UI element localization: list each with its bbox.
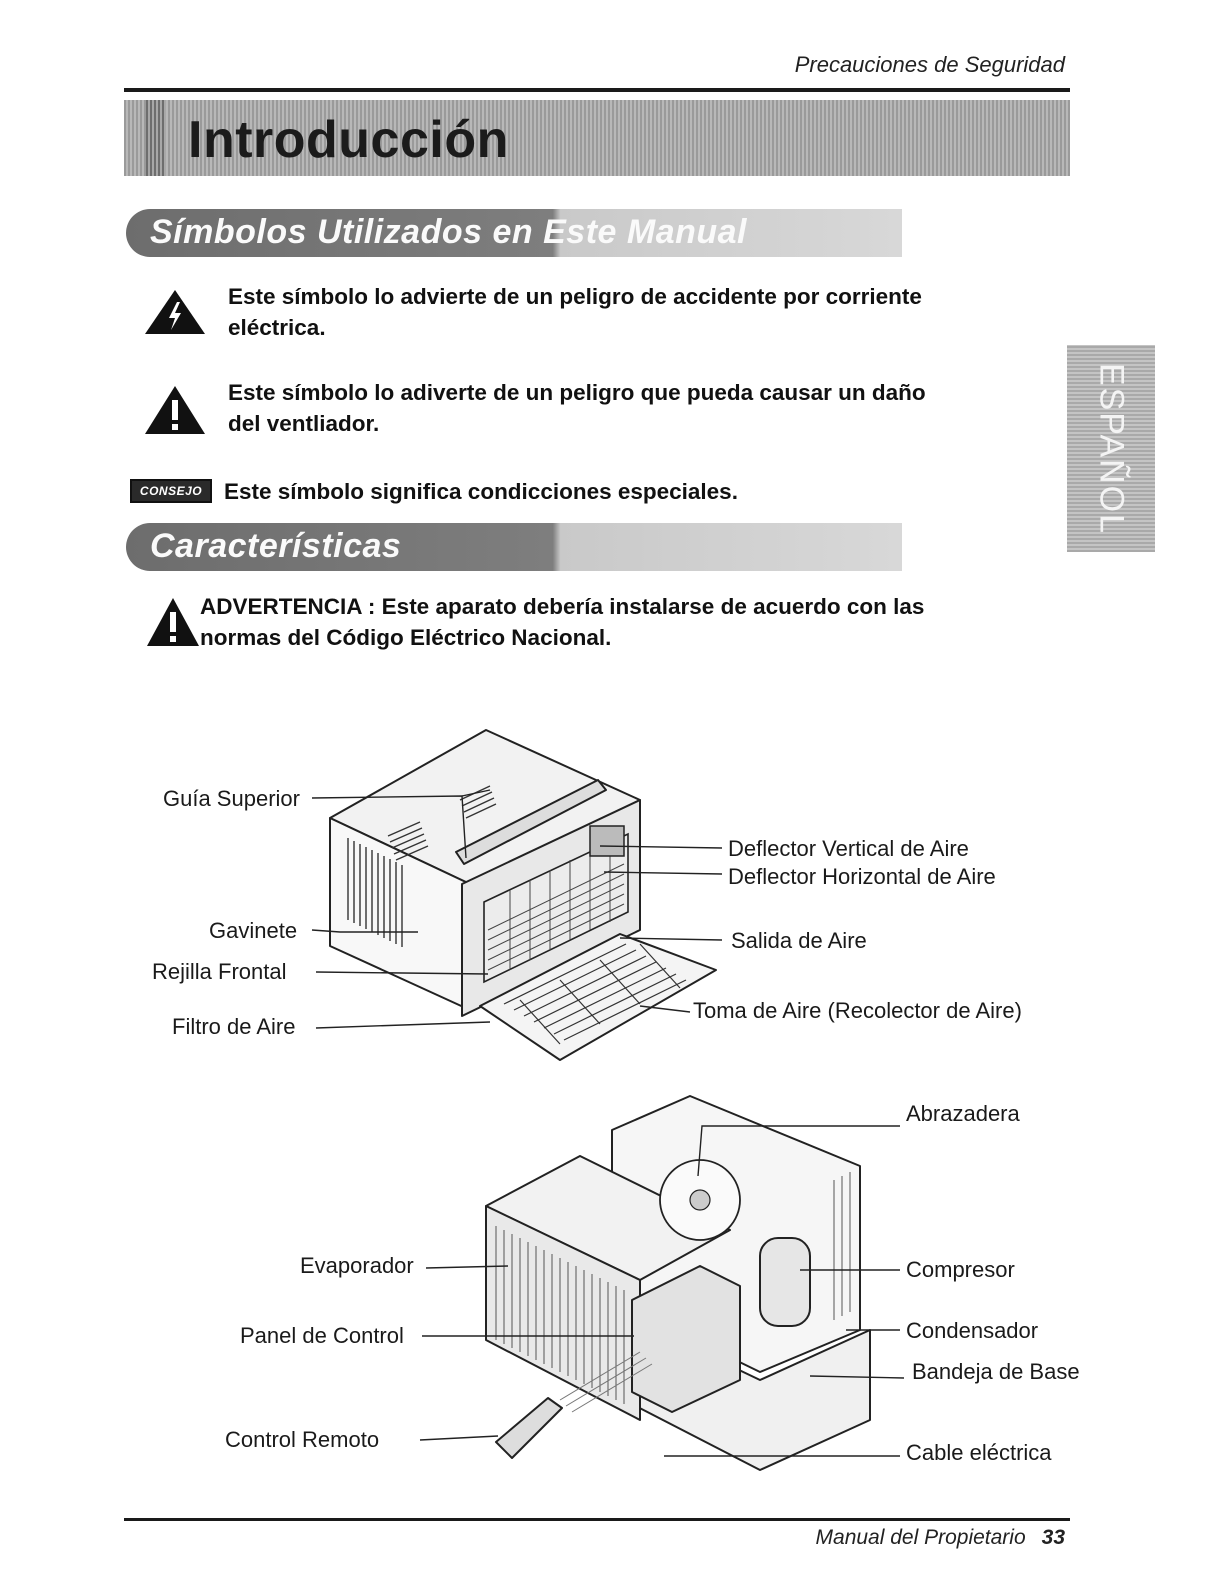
label-condensador: Condensador (906, 1318, 1039, 1343)
label-panel-de-control: Panel de Control (240, 1323, 404, 1348)
label-control-remoto: Control Remoto (225, 1427, 380, 1452)
side-tab-label: ESPAÑOL (1092, 362, 1131, 535)
label-compresor: Compresor (906, 1257, 1015, 1282)
label-deflector-horizontal: Deflector Horizontal de Aire (728, 864, 996, 889)
footer-manual-title: Manual del Propietario (815, 1526, 1026, 1549)
label-rejilla-frontal: Rejilla Frontal (152, 959, 287, 984)
page-title: Introducción (188, 111, 509, 169)
consejo-text: Este símbolo significa condicciones especiales. (224, 479, 738, 504)
page-number: 33 (1041, 1526, 1065, 1549)
installation-warning-line-2: normas del Código Eléctrico Nacional. (200, 625, 612, 650)
label-guia-superior: Guía Superior (163, 786, 300, 811)
installation-warning-line-1: ADVERTENCIA : Este aparato debería instalarse de acuerdo con las (200, 594, 925, 619)
caution-line-2: del ventliador. (228, 411, 380, 436)
consejo-badge: CONSEJO (130, 479, 212, 503)
label-deflector-vertical: Deflector Vertical de Aire (728, 836, 969, 861)
symbols-section-heading: Símbolos Utilizados en Este Manual (150, 213, 747, 251)
label-gavinete: Gavinete (209, 918, 298, 943)
label-abrazadera: Abrazadera (906, 1101, 1020, 1126)
bottom-rule (124, 1518, 1070, 1521)
label-salida-de-aire: Salida de Aire (731, 928, 867, 953)
electric-hazard-line-1: Este símbolo lo advierte de un peligro de accidente por corriente (228, 284, 922, 309)
footer (700, 1526, 1065, 1550)
caution-line-1: Este símbolo lo adiverte de un peligro que pueda causar un daño (228, 380, 926, 405)
label-cable-electrica: Cable eléctrica (906, 1440, 1052, 1465)
label-toma-de-aire: Toma de Aire (Recolector de Aire) (693, 998, 1022, 1023)
running-head: Precauciones de Seguridad (794, 52, 1065, 77)
label-filtro-de-aire: Filtro de Aire (172, 1014, 296, 1039)
label-bandeja-de-base: Bandeja de Base (912, 1359, 1080, 1384)
electric-hazard-line-2: eléctrica. (228, 315, 326, 340)
label-evaporador: Evaporador (300, 1253, 414, 1278)
features-section-heading: Características (150, 527, 402, 565)
